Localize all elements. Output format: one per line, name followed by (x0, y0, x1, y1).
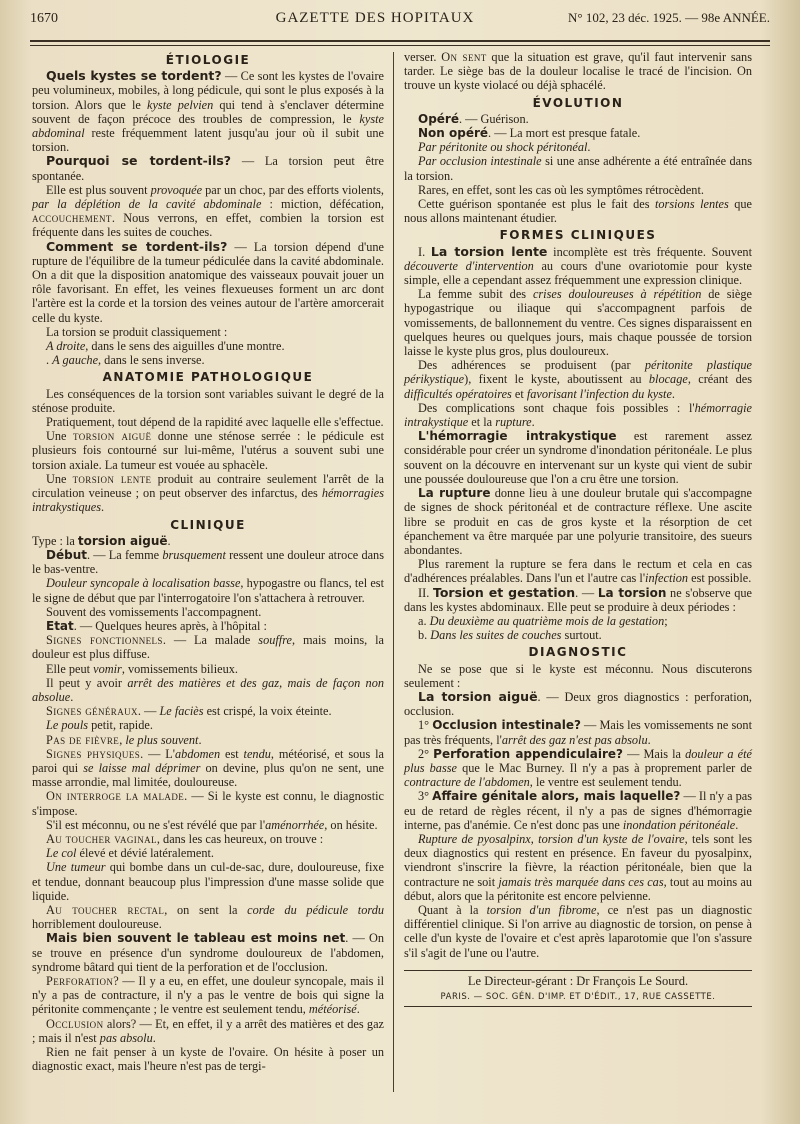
paragraph (404, 154, 752, 182)
paragraph (404, 183, 752, 197)
styled-text: Au toucher vaginal (46, 831, 157, 846)
text-run: Elle peut (46, 661, 94, 676)
styled-text: A gauche (52, 353, 99, 368)
paragraph (32, 974, 384, 1017)
styled-text: blocage (648, 372, 688, 387)
text-run: . (647, 732, 651, 747)
text-run: — Mais la (622, 746, 686, 761)
styled-text: torsion aiguë (77, 533, 168, 548)
text-run: , on sent la (164, 902, 248, 917)
styled-text: kyste pelvien (147, 97, 214, 112)
text-run: est possible. (688, 571, 752, 586)
text-run: S'il est méconnu, ou ne s'est révélé que par l' (46, 817, 266, 832)
printer-line: PARIS. — SOC. GÉN. D'IMP. ET D'ÉDIT., 17, RUE CASSETTE. (404, 990, 752, 1007)
paragraph (32, 240, 384, 325)
text-run: surtout. (561, 628, 602, 643)
styled-text: découverte d'intervention (404, 258, 534, 273)
text-run: . (167, 533, 171, 548)
styled-text: Signes fonctionnels (46, 633, 163, 648)
paragraph (404, 140, 752, 154)
styled-text: A droite (46, 339, 86, 354)
paragraph (32, 903, 384, 931)
paragraph (32, 704, 384, 718)
text-run: au cours d'une ovariotomie pour kyste simple, elle a cependant assez fréquemment une expression clinique. (404, 258, 752, 288)
paragraph (32, 472, 384, 515)
text-run: alors? — Et, en effet, il y a arrêt des matières et des gaz ; mais il n'est (32, 1016, 384, 1045)
text-run: , dans le sens inverse. (98, 353, 205, 368)
text-run: , mais moins, la douleur est plus diffuse. (32, 633, 384, 662)
text-run: La femme subit des (418, 287, 533, 302)
text-run: , on hésite. (324, 817, 378, 832)
paragraph (404, 789, 752, 832)
text-run: , créant des (687, 372, 752, 387)
text-run: Plus rarement la rupture se fera dans le rectum et cela en cas d'adhérences préalables. Dans l'un et l'autre cas l' (404, 557, 752, 586)
text-run: donne une sténose serrée : le pédicule est plusieurs fois contourné sur lui-même, l'utérus a souvent subi une torsion axiale. La tumeur est vouée au sphacèle. (32, 429, 385, 472)
text-run: 1° (418, 718, 433, 733)
paragraph (32, 662, 384, 676)
right-column-body (404, 50, 752, 960)
paragraph (404, 557, 752, 585)
paragraph (32, 429, 384, 472)
text-run: si une anse adhérente a été entraînée dans la torsion. (404, 154, 753, 183)
styled-text: torsion aiguë (72, 429, 152, 444)
styled-text: Comment se tordent-ils? (46, 238, 228, 254)
text-run: Des complications sont chaque fois possibles : l' (418, 400, 695, 415)
styled-text: Affaire génitale alors, mais laquelle? (432, 789, 681, 804)
paragraph (404, 690, 752, 718)
styled-text: Occlusion intestinale? (432, 718, 581, 733)
text-run: La torsion se produit classiquement : (46, 324, 228, 339)
styled-text: Quels kystes se tordent? (46, 68, 222, 84)
styled-text: infection (645, 571, 689, 586)
paragraph (32, 818, 384, 832)
text-run: Type : la (32, 533, 78, 548)
styled-text: torsion d'un fibrome (486, 902, 597, 917)
styled-text: L'hémorragie intrakystique (418, 429, 617, 444)
styled-text: torsion lente (72, 471, 152, 486)
paragraph (404, 718, 752, 746)
paragraph (404, 747, 752, 790)
styled-text: le plus souvent (125, 732, 199, 747)
text-run: , dans le sens des aiguilles d'une montre. (85, 339, 285, 354)
styled-text: Torsion et gestation (432, 584, 576, 600)
paragraph (404, 614, 752, 628)
paragraph (32, 325, 384, 339)
text-run: horriblement douloureuse. (32, 917, 162, 932)
text-run: ressent une douleur atroce dans le bas-ventre. (32, 547, 384, 577)
styled-text: difficultés opératoires (404, 386, 512, 401)
text-run: . — Si le kyste est connu, le diagnostic s'impose. (32, 789, 384, 818)
text-run: , vomissements bilieux. (121, 661, 238, 676)
paragraph (32, 183, 384, 240)
styled-text: se laisse mal déprimer (83, 760, 201, 775)
text-run: Des adhérences se produisent (par (418, 358, 645, 373)
styled-text: arrêt des matières et des gaz, mais de façon non absolue (32, 675, 384, 704)
text-run: . (70, 689, 74, 704)
text-run: . (671, 386, 675, 401)
paragraph (32, 1045, 384, 1073)
paragraph (32, 832, 384, 846)
text-run: — La torsion dépend d'une rupture de l'équilibre de la tumeur pédiculée dans la cavité abdominale. On a dit que la disposition anatomique des vaisseaux pouvait jouer un rôle favorisant. En effet, les veines flexueuses forment un arc dont l'artère est la corde et la torsion des veines autour de l'artère amorcerait celle du kyste. (32, 239, 384, 325)
text-run: Quant à la (418, 902, 487, 917)
text-run: . — (575, 585, 598, 600)
styled-text: Au toucher rectal (46, 902, 165, 917)
text-run: Ne se pose que si le kyste est méconnu. Nous discuterons seulement : (404, 661, 752, 690)
styled-text: La torsion aiguë (418, 688, 538, 704)
text-run: élevé et dévié latéralement. (76, 846, 214, 861)
text-run: produit au contraire seulement l'arrêt de la circulation veineuse ; on peut observer des infarctus, des (32, 471, 384, 501)
text-run: . (46, 353, 53, 368)
styled-text: douleur a été plus basse (404, 746, 753, 775)
text-run: de siège hypogastrique ou iliaque qui s'accompagnent parfois de vomissements, de ballonnement du ventre. Ces signes disparaissent en quelques heures ou quelques jours, mais chaque poussée de torsion laisse le kyste plus gros, plus douloureux. (404, 287, 752, 359)
paragraph (404, 628, 752, 642)
paragraph (32, 846, 384, 860)
text-run: . — La malade (162, 633, 259, 648)
styled-text: Rupture de pyosalpinx, torsion d'un kyste de l'ovaire (418, 831, 685, 846)
text-run: — Mais les vomissements ne sont pas très fréquents, l' (404, 718, 752, 747)
section-heading: ÉTIOLOGIE (165, 53, 251, 67)
text-run: Les conséquences de la torsion sont variables suivant le degré de la sténose produite. (32, 386, 384, 415)
text-run: , météorisé, et sous la paroi qui (32, 746, 384, 775)
styled-text: hémorragies intrakystiques (32, 486, 384, 515)
text-run: . — On se trouve en présence d'un syndrome douloureux de l'abdomen, syndrome bâtard qui tient de la perforation et de l'occlusion. (32, 931, 384, 974)
text-run: , hypogastre ou flancs, tel est le signe de début que par l'interrogatoire l'on s'attachera à retrouver. (32, 576, 384, 605)
page-header (30, 10, 770, 38)
paragraph (32, 576, 384, 604)
text-run: . (531, 415, 535, 430)
text-run: . — Deux gros diagnostics : perforation, occlusion. (404, 689, 752, 719)
paragraph (32, 931, 384, 974)
styled-text: Par péritonite ou shock péritonéal (418, 140, 588, 155)
text-run: on devine, plus qu'on ne sent, une masse arrondie, mal limitée, douloureuse. (32, 760, 384, 790)
text-run: ), fixent le kyste, aboutissent au (464, 372, 649, 387)
styled-text: inondation péritonéale (622, 817, 736, 832)
styled-text: accouchement (32, 211, 112, 226)
text-run: et (511, 386, 527, 401)
header-rule (30, 40, 770, 42)
styled-text: kyste abdominal (32, 111, 384, 141)
paragraph (32, 415, 384, 429)
text-run: et la (468, 415, 496, 430)
left-column (32, 50, 384, 1073)
styled-text: La rupture (418, 486, 491, 501)
styled-text: souffre (258, 633, 292, 648)
styled-text: Douleur syncopale à localisation basse (46, 576, 241, 591)
styled-text: crises douloureuses à répétition (532, 287, 702, 302)
text-run: que le Mac Burney. Il n'y a pas à proprement parler de (456, 760, 752, 775)
text-run: est rarement assez considérable pour créer un syndrome d'inondation péritonéale. Le plus souvent on la découvre en intervenant sur un kyste qui vient de subir une poussée douloureuse que l'on a cru être une torsion. (404, 429, 752, 486)
section-heading: ANATOMIE PATHOLOGIQUE (102, 370, 314, 385)
text-run: ; (664, 613, 668, 628)
paragraph (404, 586, 752, 614)
styled-text: Une tumeur (46, 860, 106, 875)
styled-text: La torsion lente (430, 243, 548, 259)
paragraph (32, 789, 384, 817)
styled-text: jamais très marquée dans ces cas (498, 874, 664, 889)
styled-text: Perforation (46, 974, 114, 988)
styled-text: par la déplétion de la cavité abdominale (32, 197, 262, 212)
section-heading: FORMES CLINIQUES (499, 228, 657, 243)
text-run: — Il n'y a pas eu de retard de règles récent, il n'y a pas de signes d'hémorragie interne, pas d'anémie. Ce n'est donc pas une (404, 789, 753, 832)
paragraph (404, 197, 752, 225)
styled-text: Pas de fièvre (46, 732, 120, 747)
text-run: Rares, en effet, sont les cas où les symptômes rétrocèdent. (418, 182, 704, 197)
paragraph (32, 154, 384, 182)
styled-text: arrêt des gaz n'est pas absolu (501, 732, 648, 747)
text-run: , (119, 732, 126, 747)
paragraph (404, 287, 752, 358)
styled-text: tendu (243, 746, 271, 761)
styled-text: Opéré (418, 111, 459, 126)
styled-text: Le col (46, 846, 77, 861)
paragraph (32, 605, 384, 619)
styled-text: Dans les suites de couches (430, 628, 562, 643)
styled-text: aménorrhée (265, 817, 325, 832)
paragraph (32, 718, 384, 732)
text-run: . (735, 817, 739, 832)
styled-text: Le pouls (46, 718, 89, 733)
styled-text: abdomen (175, 746, 221, 761)
styled-text: favorisant l'infection du kyste (526, 386, 672, 401)
styled-text: Occlusion (46, 1016, 104, 1031)
styled-text: Par occlusion intestinale (418, 154, 542, 169)
text-run: reste fréquemment latent jusqu'au jour où il subit une torsion. (32, 126, 384, 155)
text-run: , ce n'est pas un diagnostic différentiel clinique. Si l'on arrive au diagnostic de torsion, on pense à celle d'un kyste de l'ovaire et c'est après laparotomie que l'on s'assure s'il s'agit de l'une ou l'autre. (404, 902, 753, 960)
styled-text: Signes généraux (46, 704, 138, 719)
text-run: . — La femme (86, 547, 163, 562)
text-run: . — (137, 704, 160, 719)
styled-text: corde du pédicule tordu (247, 902, 384, 917)
text-run: . (101, 500, 105, 515)
text-run: Rien ne fait penser à un kyste de l'ovaire. On hésite à poser un diagnostic exact, mais l'heure n'est pas de tergi- (32, 1045, 384, 1074)
signature: Le Directeur-gérant : Dr François Le Sourd. (404, 970, 752, 988)
styled-text: Non opéré (418, 126, 489, 141)
text-run: : miction, défécation, (261, 197, 384, 212)
paragraph (32, 747, 384, 790)
right-column (404, 50, 752, 1007)
styled-text: provoquée (150, 182, 203, 197)
paragraph (32, 1017, 384, 1045)
text-run: Il peut y avoir (46, 675, 128, 690)
paragraph (404, 50, 752, 93)
text-run: II. (418, 585, 433, 600)
text-run: donne lieu à une douleur brutale qui s'accompagne de signes de shock péritonéal et de contracture réflexe. Une ascite libre se produit en cas de gros kyste et la résorption de cet épanchement va être marquée par une polyurie transitoire, des sueurs abondantes. (404, 486, 752, 557)
paragraph (32, 387, 384, 415)
styled-text: Pourquoi se tordent-ils? (46, 153, 232, 169)
text-run: incomplète est très fréquente. Souvent (547, 244, 752, 259)
paragraph (404, 486, 752, 557)
text-run: ? — Il y a eu, en effet, une douleur syncopale, mais il n'y a pas de contracture, il n'y a pas le ventre de bois qui signe la péritonite commençante ; le ventre est seulement tendu, (32, 974, 384, 1017)
styled-text: On sent (441, 50, 487, 64)
paragraph (32, 339, 384, 353)
header-rule-thin (30, 45, 770, 46)
paragraph (404, 832, 752, 903)
paragraph (404, 358, 752, 401)
paragraph (404, 429, 752, 486)
text-run: qui tend à s'enclaver détermine souvent de façon précoce des troubles de compression, le (32, 97, 385, 126)
styled-text: Le faciès (159, 704, 204, 719)
text-run: I. (418, 244, 431, 259)
text-run: . (587, 140, 591, 155)
styled-text: On interroge la malade (46, 789, 185, 804)
text-run: b. (418, 628, 431, 643)
paragraph (32, 633, 384, 661)
column-divider (393, 52, 394, 1092)
styled-text: Perforation appendiculaire? (433, 746, 623, 761)
text-run: . — La mort est presque fatale. (488, 126, 641, 141)
text-run: que nous allons maintenant étudier. (404, 197, 752, 226)
paragraph (404, 112, 752, 126)
paragraph (404, 245, 752, 288)
text-run: , tout au moins au début, alors que la péritonite est encore pelvienne. (404, 874, 753, 903)
text-run: — La torsion peut être spontanée. (32, 154, 384, 183)
styled-text: Début (46, 547, 87, 562)
styled-text: Du deuxième au quatrième mois de la gestation (429, 613, 665, 628)
styled-text: contracture de l'abdomen (404, 775, 530, 790)
text-run: qui bombe dans un cul-de-sac, dure, douloureuse, fixe et tendue, donnant beaucoup plus l'impression d'une masse solide que liquide. (32, 860, 384, 903)
paragraph (404, 126, 752, 140)
paragraph (32, 733, 384, 747)
text-run: est crispé, la voix éteinte. (203, 704, 332, 719)
styled-text: vomir (93, 661, 122, 676)
styled-text: brusquement (162, 547, 226, 562)
text-run: est (220, 746, 244, 761)
text-run: . (356, 1002, 360, 1017)
text-run: petit, rapide. (88, 718, 153, 733)
text-run: par un choc, par des efforts violents, (202, 182, 385, 197)
text-run: Une (46, 471, 73, 486)
styled-text: Etat (46, 618, 74, 633)
paragraph (32, 69, 384, 154)
section-heading: ÉVOLUTION (532, 95, 624, 110)
paragraph (32, 619, 384, 633)
paragraph (404, 662, 752, 690)
text-run: . Nous verrons, en effet, combien la torsion est fréquente dans les suites de couches. (32, 211, 384, 240)
paragraph (32, 534, 384, 548)
text-run: . — Guérison. (459, 111, 529, 126)
text-run: . — L' (140, 746, 176, 761)
paragraph (32, 548, 384, 576)
text-run: , dans les cas heureux, on trouve : (156, 831, 324, 846)
styled-text: torsions lentes (654, 197, 729, 212)
text-run: ne s'observe que dans les kystes abdominaux. Elle peut se produire à deux périodes : (404, 585, 753, 614)
text-run: que la situation est grave, qu'il faut intervenir sans tarder. Le siège bas de la douleur localise le tracé de l'incision. On trouve un kyste violacé ou déjà sphacélé. (404, 50, 752, 93)
journal-title: GAZETTE DES HOPITAUX (275, 10, 475, 26)
issue-info: N° 102, 23 déc. 1925. — 98e ANNÉE. (568, 10, 770, 25)
styled-text: péritonite plastique périkystique (404, 358, 752, 387)
text-run: — Ce sont les kystes de l'ovaire peu volumineux, mobiles, à long pédicule, qui sont le plus exposés à la torsion. Alors que le (32, 69, 384, 112)
styled-text: hémorragie intrakystique (404, 400, 752, 430)
paragraph (404, 401, 752, 429)
paragraph (404, 903, 752, 960)
text-run: Cette guérison spontanée est plus le fait des (418, 197, 655, 212)
section-heading: CLINIQUE (170, 517, 246, 532)
styled-text: rupture (495, 415, 532, 430)
paragraph (32, 860, 384, 903)
text-run: , le ventre est seulement tendu. (529, 775, 682, 790)
text-run: . (198, 732, 202, 747)
text-run: 3° (418, 789, 433, 804)
text-run: verser. (404, 50, 442, 64)
section-heading: DIAGNOSTIC (528, 645, 628, 660)
text-run: Une (46, 429, 73, 444)
text-run: 2° (418, 746, 434, 761)
text-run: Pratiquement, tout dépend de la rapidité avec laquelle elle s'effectue. (46, 415, 384, 430)
styled-text: météorisé (308, 1002, 357, 1017)
paragraph (32, 676, 384, 704)
page-number: 1670 (30, 11, 58, 26)
text-run: a. (418, 613, 430, 628)
paragraph (32, 353, 384, 367)
styled-text: pas absolu (99, 1030, 153, 1045)
styled-text: Signes physiques (46, 746, 141, 761)
text-run: . — Quelques heures après, à l'hôpital : (73, 618, 267, 633)
text-run: Elle est plus souvent (46, 182, 151, 197)
text-run: Souvent des vomissements l'accompagnent. (46, 604, 262, 619)
text-run: . (152, 1030, 156, 1045)
text-run: , tels sont les deux diagnostics qui restent en présence. En faveur du pyosalpinx, viendront s'inscrire la fièvre, la réaction péritonéale, bien que la contracture ne soit (404, 831, 752, 889)
styled-text: La torsion (597, 585, 667, 600)
styled-text: Mais bien souvent le tableau est moins net (46, 931, 346, 946)
